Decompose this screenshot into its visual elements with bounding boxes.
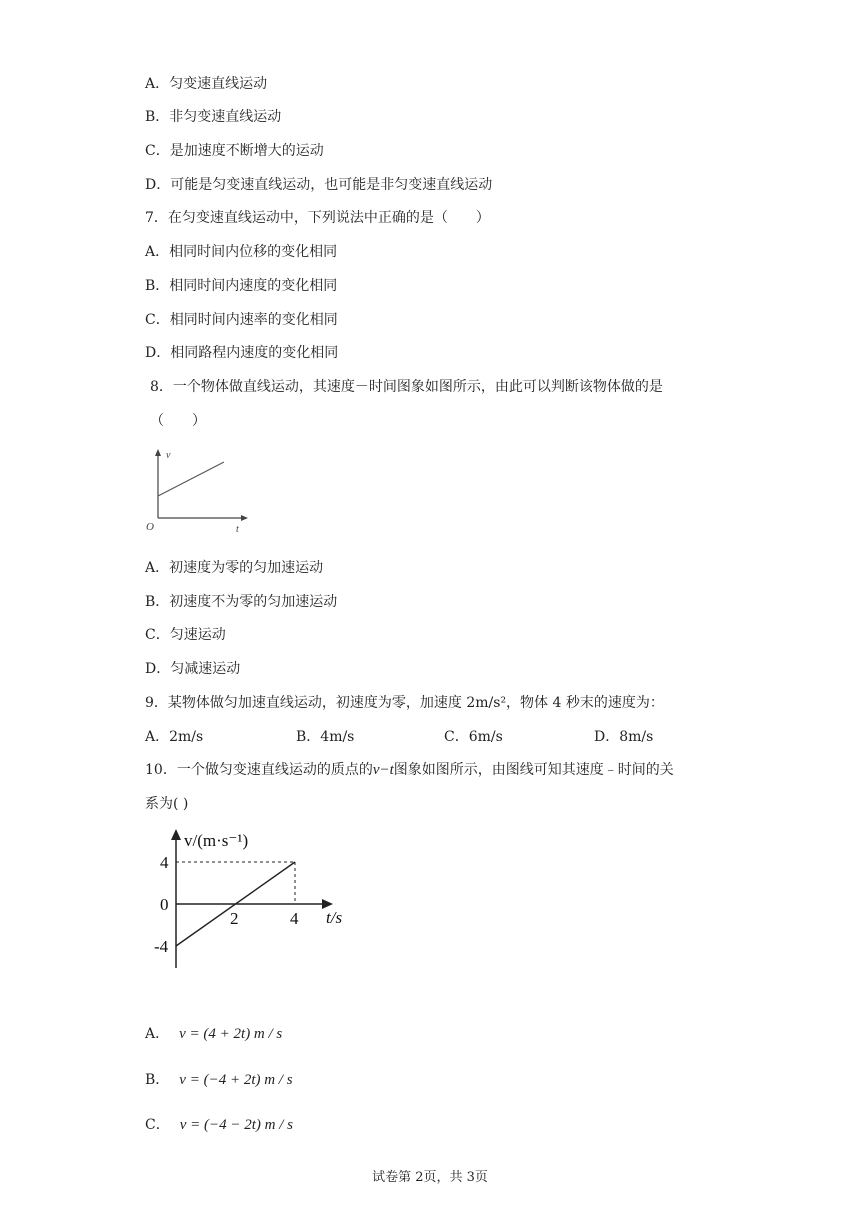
q10-tick-2x: 2 [230,909,239,928]
q8-origin-label: O [146,521,154,533]
q10-option-b-formula: v = (−4 + 2t) m / s [179,1072,293,1088]
q10-x-label: t/s [326,908,343,927]
q7-option-d: D．相同路程内速度的变化相同 [145,345,339,361]
q8-x-arrow [241,515,248,521]
q10-stem-line2: 系为( ) [145,796,189,812]
q10-vt-graph [150,826,360,976]
q9-option-d: D．8m/s [594,729,654,745]
page-footer: 试卷第 2页，共 3页 [372,1170,488,1185]
q10-tick-4y: 4 [160,853,169,872]
q6-option-d: D．可能是匀变速直线运动，也可能是非匀变速直线运动 [145,177,493,193]
q8-stem: 8．一个物体做直线运动，其速度－时间图象如图所示，由此可以判断该物体做的是 [150,379,663,395]
q8-vt-graph [142,446,254,536]
q8-t-label: t [236,524,239,535]
q6-option-c: C．是加速度不断增大的运动 [145,143,324,159]
q7-option-c: C．相同时间内速率的变化相同 [145,312,338,328]
q7-option-b: B．相同时间内速度的变化相同 [145,278,338,294]
q10-stem-part2: 图象如图所示，由图线可知其速度﹣时间的关 [393,762,674,778]
q9-option-b: B．4m/s [296,729,355,745]
q8-stem-line2: （ ） [150,413,206,429]
q10-stem-part1: 10．一个做匀变速直线运动的质点的 [145,762,373,778]
q10-tick-0: 0 [160,895,169,914]
q6-option-b: B．非匀变速直线运动 [145,109,282,125]
q10-option-b [145,1070,293,1090]
q6-option-a: A．匀变速直线运动 [145,76,268,92]
q8-y-arrow [155,449,161,456]
q10-option-c-letter: C． [145,1117,170,1133]
q8-option-c: C．匀速运动 [145,627,226,643]
q10-option-c [145,1115,293,1135]
q10-option-a-formula: v = (4 + 2t) m / s [179,1026,283,1042]
q9-option-c: C．6m/s [444,729,503,745]
q10-option-a-letter: A． [145,1026,170,1042]
q10-tick-neg4: -4 [154,937,169,956]
q10-option-c-formula: v = (−4 − 2t) m / s [179,1117,293,1133]
q10-option-b-letter: B． [145,1072,170,1088]
q9-option-a: A．2m/s [145,729,204,745]
q7-option-a: A．相同时间内位移的变化相同 [145,244,338,260]
q7-stem: 7．在匀变速直线运动中，下列说法中正确的是（ ） [145,210,490,226]
q9-stem: 9．某物体做匀加速直线运动，初速度为零，加速度 2m/s²，物体 4 秒末的速度为： [145,695,664,711]
q10-y-label: v/(m·s⁻¹) [184,831,249,850]
q8-v-label: v [166,450,171,461]
q10-option-a [145,1024,282,1044]
q8-option-a: A．初速度为零的匀加速运动 [145,560,324,576]
q10-stem [145,760,674,780]
q8-option-d: D．匀减速运动 [145,661,241,677]
q10-stem-math: v−t [372,762,394,778]
q10-tick-4x: 4 [290,909,299,928]
q8-graph-line [158,462,224,496]
q10-y-arrow [171,829,181,840]
q8-option-b: B．初速度不为零的匀加速运动 [145,594,338,610]
